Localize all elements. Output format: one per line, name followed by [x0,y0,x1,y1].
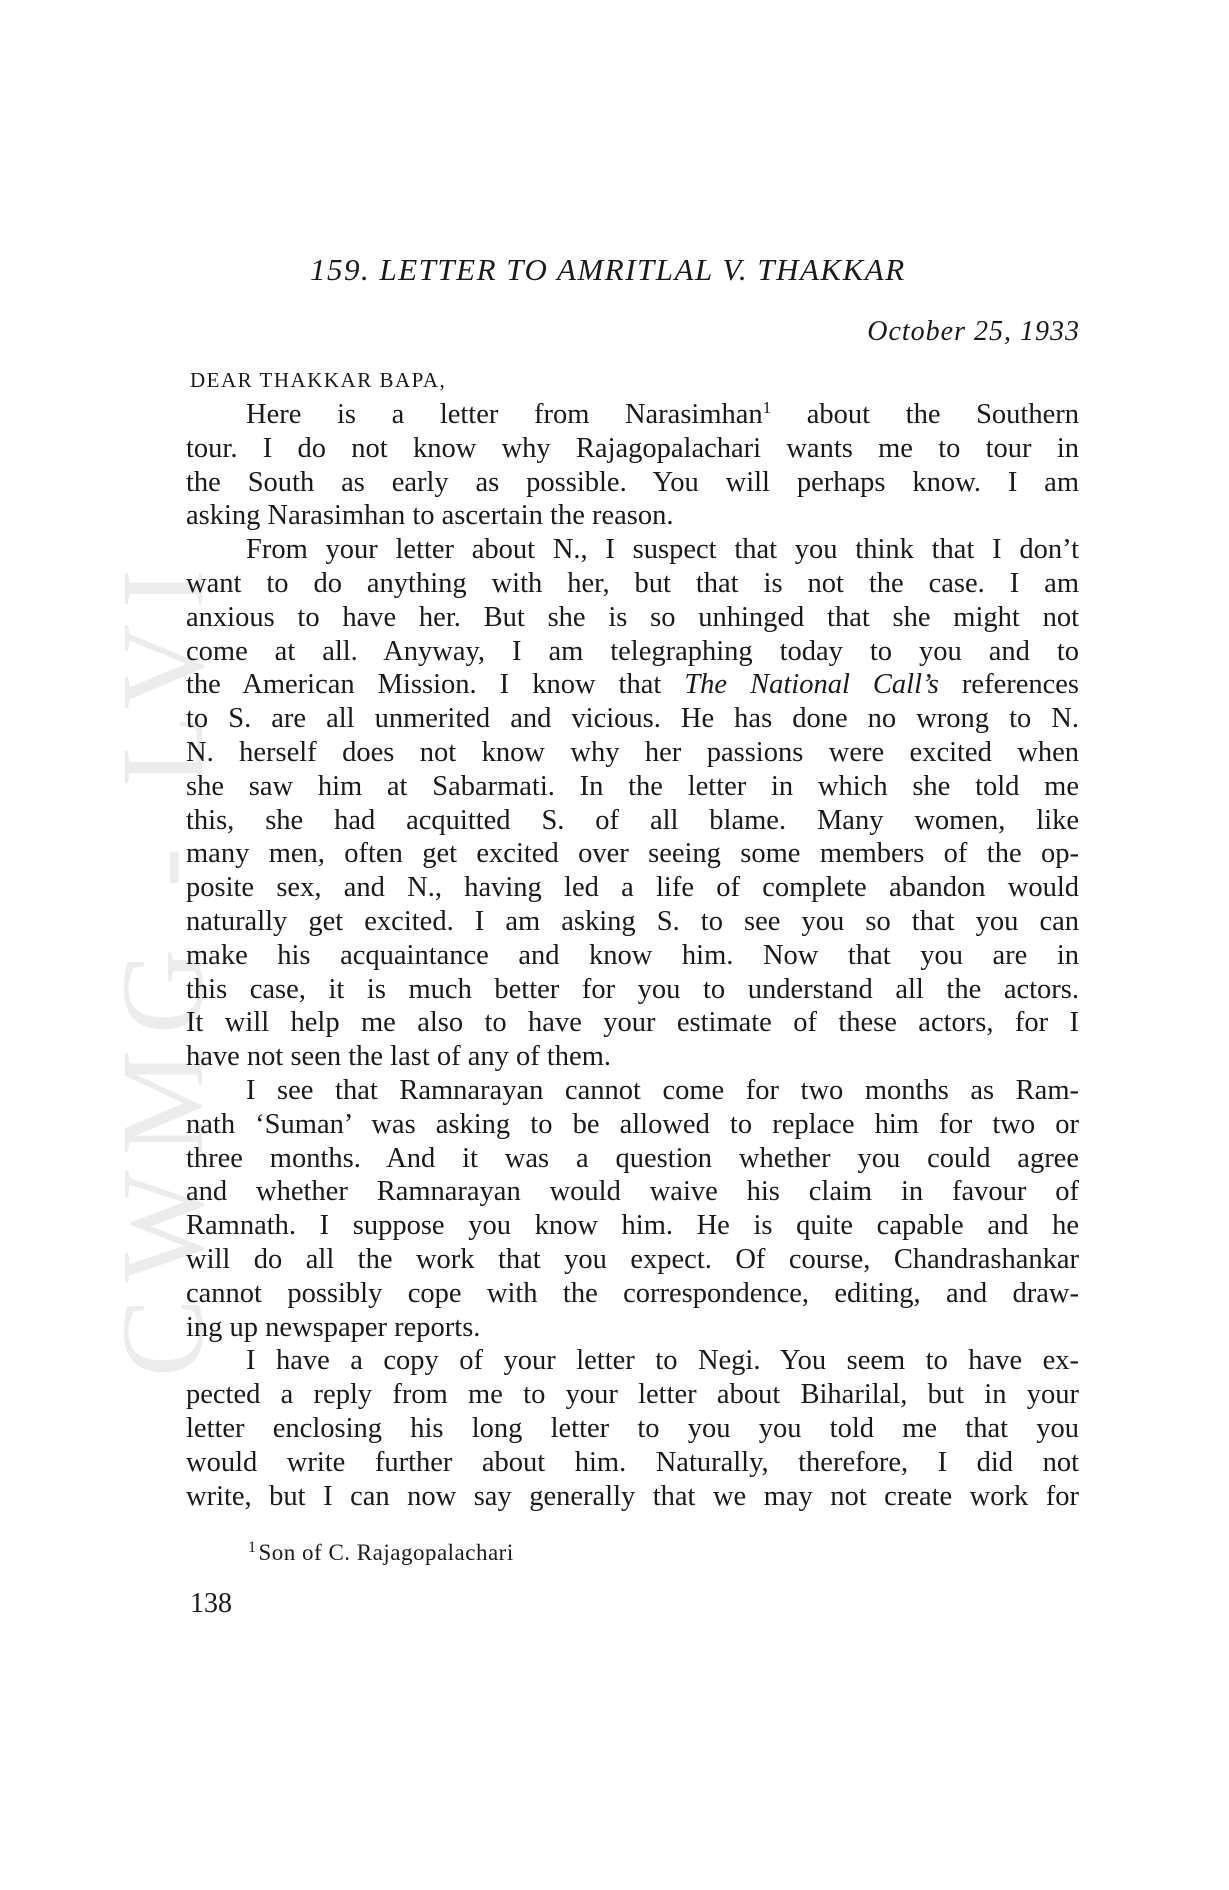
body-line: the South as early as possible. You will perhaps know. I am [186,466,1079,498]
body-line: and whether Ramnarayan would waive his claim in favour of [186,1176,1079,1208]
body-line: It will help me also to have your estimate of these actors, for I [186,1007,1079,1039]
paragraph-1 [186,398,1079,533]
body-line: write, but I can now say generally that we may not create work for [186,1480,1079,1512]
body-line: make his acquaintance and know him. Now that you are in [186,939,1079,971]
watermark-text: CWMG - LVI [97,552,228,1378]
footnote [248,1540,514,1566]
paragraph-2 [186,533,1079,1074]
body-line: Here is a letter from Narasimhan$^1$ about the Southern [246,398,1079,430]
body-line: come at all. Anyway, I am telegraphing today to you and to [186,635,1079,667]
body-line: will do all the work that you expect. Of course, Chandrashankar [186,1243,1079,1275]
body-line: nath ‘Suman’ was asking to be allowed to replace him for two or [186,1108,1079,1140]
paragraph-3 [186,1074,1079,1344]
body-line: want to do anything with her, but that is not the case. I am [186,567,1079,599]
footnote-reference: 1 [762,398,772,417]
body-line: Ramnath. I suppose you know him. He is quite capable and he [186,1210,1079,1242]
paragraph-4 [186,1344,1079,1513]
body-line: posite sex, and N., having led a life of complete abandon would [186,872,1079,904]
body-line: pected a reply from me to your letter about Biharilal, but in your [186,1379,1079,1411]
body-line: have not seen the last of any of them. [186,1041,611,1073]
body-line: naturally get excited. I am asking S. to see you so that you can [186,905,1079,937]
body-line: ing up newspaper reports. [186,1311,481,1343]
body-line: I see that Ramnarayan cannot come for two months as Ram- [246,1074,1079,1106]
page-number: 138 [190,1588,232,1619]
body-line: this, she had acquitted S. of all blame. Many women, like [186,804,1079,836]
body-line: she saw him at Sabarmati. In the letter in which she told me [186,770,1079,802]
letter-heading: 159. LETTER TO AMRITLAL V. THAKKAR [310,252,906,287]
body-line: many men, often get excited over seeing some members of the op- [186,838,1079,870]
body-line: asking Narasimhan to ascertain the reason. [186,500,674,532]
footnote-marker: 1 [248,1539,257,1556]
letter-date: October 25, 1933 [867,316,1080,347]
body-line: cannot possibly cope with the correspondence, editing, and draw- [186,1277,1079,1309]
body-line: N. herself does not know why her passions were excited when [186,736,1079,768]
salutation: DEAR THAKKAR BAPA, [190,368,447,392]
body-line: the American Mission. I know that The National Call’s references [186,669,1079,701]
newspaper-title: The National Call’s [684,669,939,701]
body-line: I have a copy of your letter to Negi. You seem to have ex- [246,1345,1079,1377]
body-line: tour. I do not know why Rajagopalachari wants me to tour in [186,432,1079,464]
letter-body [186,398,1079,1513]
body-line: letter enclosing his long letter to you you told me that you [186,1412,1079,1444]
body-line: anxious to have her. But she is so unhinged that she might not [186,601,1079,633]
body-line: this case, it is much better for you to understand all the actors. [186,973,1079,1005]
footnote-text: Son of C. Rajagopalachari [258,1540,514,1565]
body-line: From your letter about N., I suspect that you think that I don’t [246,534,1079,566]
body-line: to S. are all unmerited and vicious. He has done no wrong to N. [186,703,1079,735]
body-line: three months. And it was a question whether you could agree [186,1142,1079,1174]
body-line: would write further about him. Naturally, therefore, I did not [186,1446,1079,1478]
